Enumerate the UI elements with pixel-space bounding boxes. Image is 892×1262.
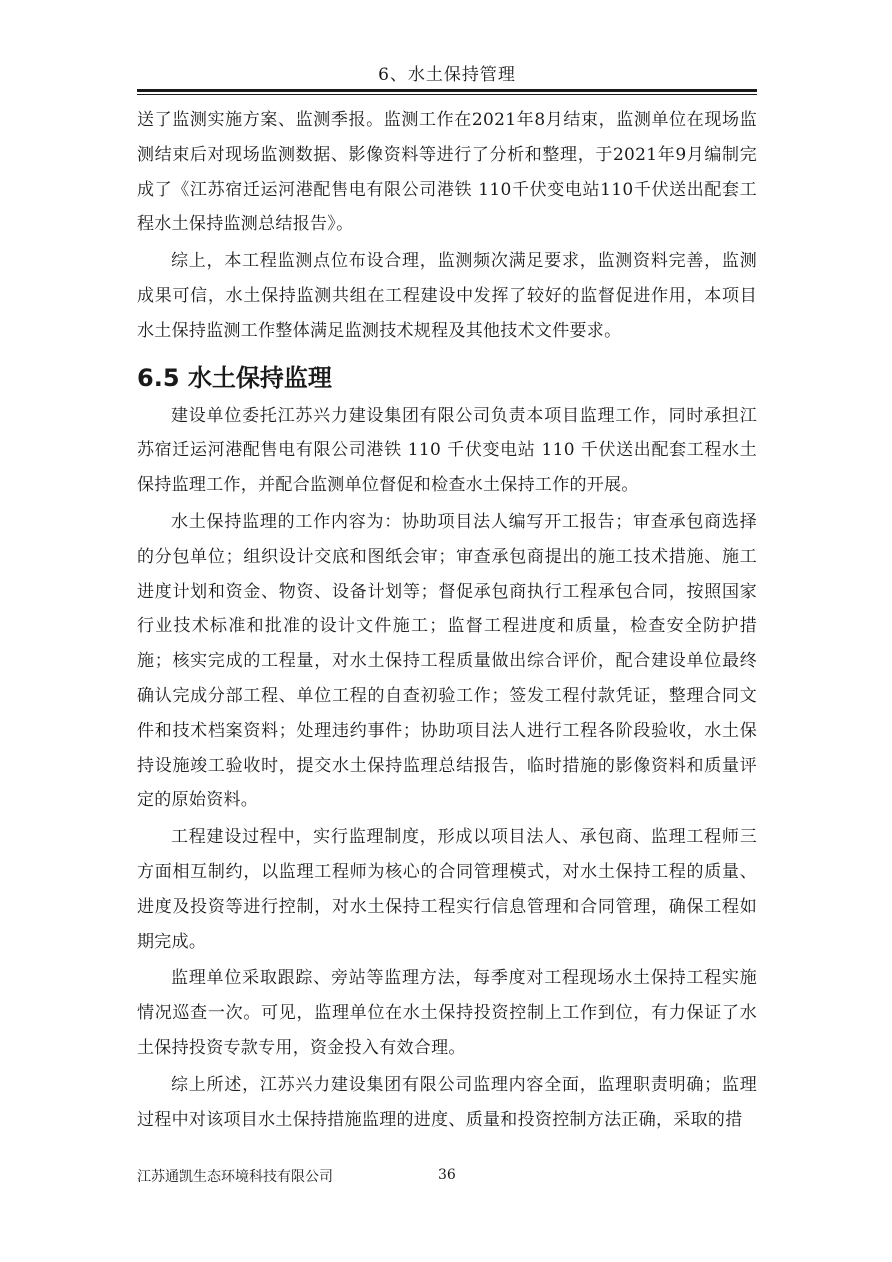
body-paragraph: 建设单位委托江苏兴力建设集团有限公司负责本项目监理工作，同时承担江苏宿迁运河港配售电有限公司港铁 110 千伏变电站 110 千伏送出配套工程水土保持监理工作，并配合监测单位督促和检查水土保持工作的开展。	[137, 405, 757, 496]
body-paragraph: 工程建设过程中，实行监理制度，形成以项目法人、承包商、监理工程师三方面相互制约，以监理工程师为核心的合同管理模式，对水土保持工程的质量、进度及投资等进行控制，对水土保持工程实行信息管理和合同管理，确保工程如期完成。	[137, 827, 757, 952]
footer-company-name: 江苏通凯生态环境科技有限公司	[137, 1169, 333, 1185]
body-paragraph: 水土保持监理的工作内容为：协助项目法人编写开工报告；审查承包商选择的分包单位；组织设计交底和图纸会审；审查承包商提出的施工技术措施、施工进度计划和资金、物资、设备计划等；督促承包商执行工程承包合同，按照国家行业技术标准和批准的设计文件施工；监督工程进度和质量，检查安全防护措施；核实完成的工程量，对水土保持工程质量做出综合评价，配合建设单位最终确认完成分部工程、单位工程的自查初验工作；签发工程付款凭证，整理合同文件和技术档案资料；处理违约事件；协助项目法人进行工程各阶段验收，水土保持设施竣工验收时，提交水土保持监理总结报告，临时措施的影像资料和质量评定的原始资料。	[137, 511, 757, 811]
header-rule-thick	[137, 89, 757, 92]
header-rule-thin	[137, 94, 757, 95]
page-body	[137, 103, 757, 1137]
section-heading: 6.5 水土保持监理	[137, 363, 332, 392]
body-paragraph: 综上，本工程监测点位布设合理，监测频次满足要求，监测资料完善，监测成果可信，水土保持监测共组在工程建设中发挥了较好的监督促进作用，本项目水土保持监测工作整体满足监测技术规程及其他技术文件要求。	[137, 251, 757, 341]
body-paragraph: 综上所述，江苏兴力建设集团有限公司监理内容全面，监理职责明确；监理过程中对该项目水土保持措施监理的进度、质量和投资控制方法正确，采取的措	[137, 1074, 757, 1130]
body-paragraph: 送了监测实施方案、监测季报。监测工作在2021年8月结束，监测单位在现场监测结束后对现场监测数据、影像资料等进行了分析和整理，于2021年9月编制完成了《江苏宿迁运河港配售电有限公司港铁 110千伏变电站110千伏送出配套工程水土保持监测总结报告》。	[137, 110, 757, 235]
body-paragraph: 监理单位采取跟踪、旁站等监理方法，每季度对工程现场水土保持工程实施情况巡查一次。可见，监理单位在水土保持投资控制上工作到位，有力保证了水土保持投资专款专用，资金投入有效合理。	[137, 968, 757, 1058]
page-number: 36	[438, 1167, 456, 1183]
page-header-title: 6、水土保持管理	[378, 65, 516, 85]
